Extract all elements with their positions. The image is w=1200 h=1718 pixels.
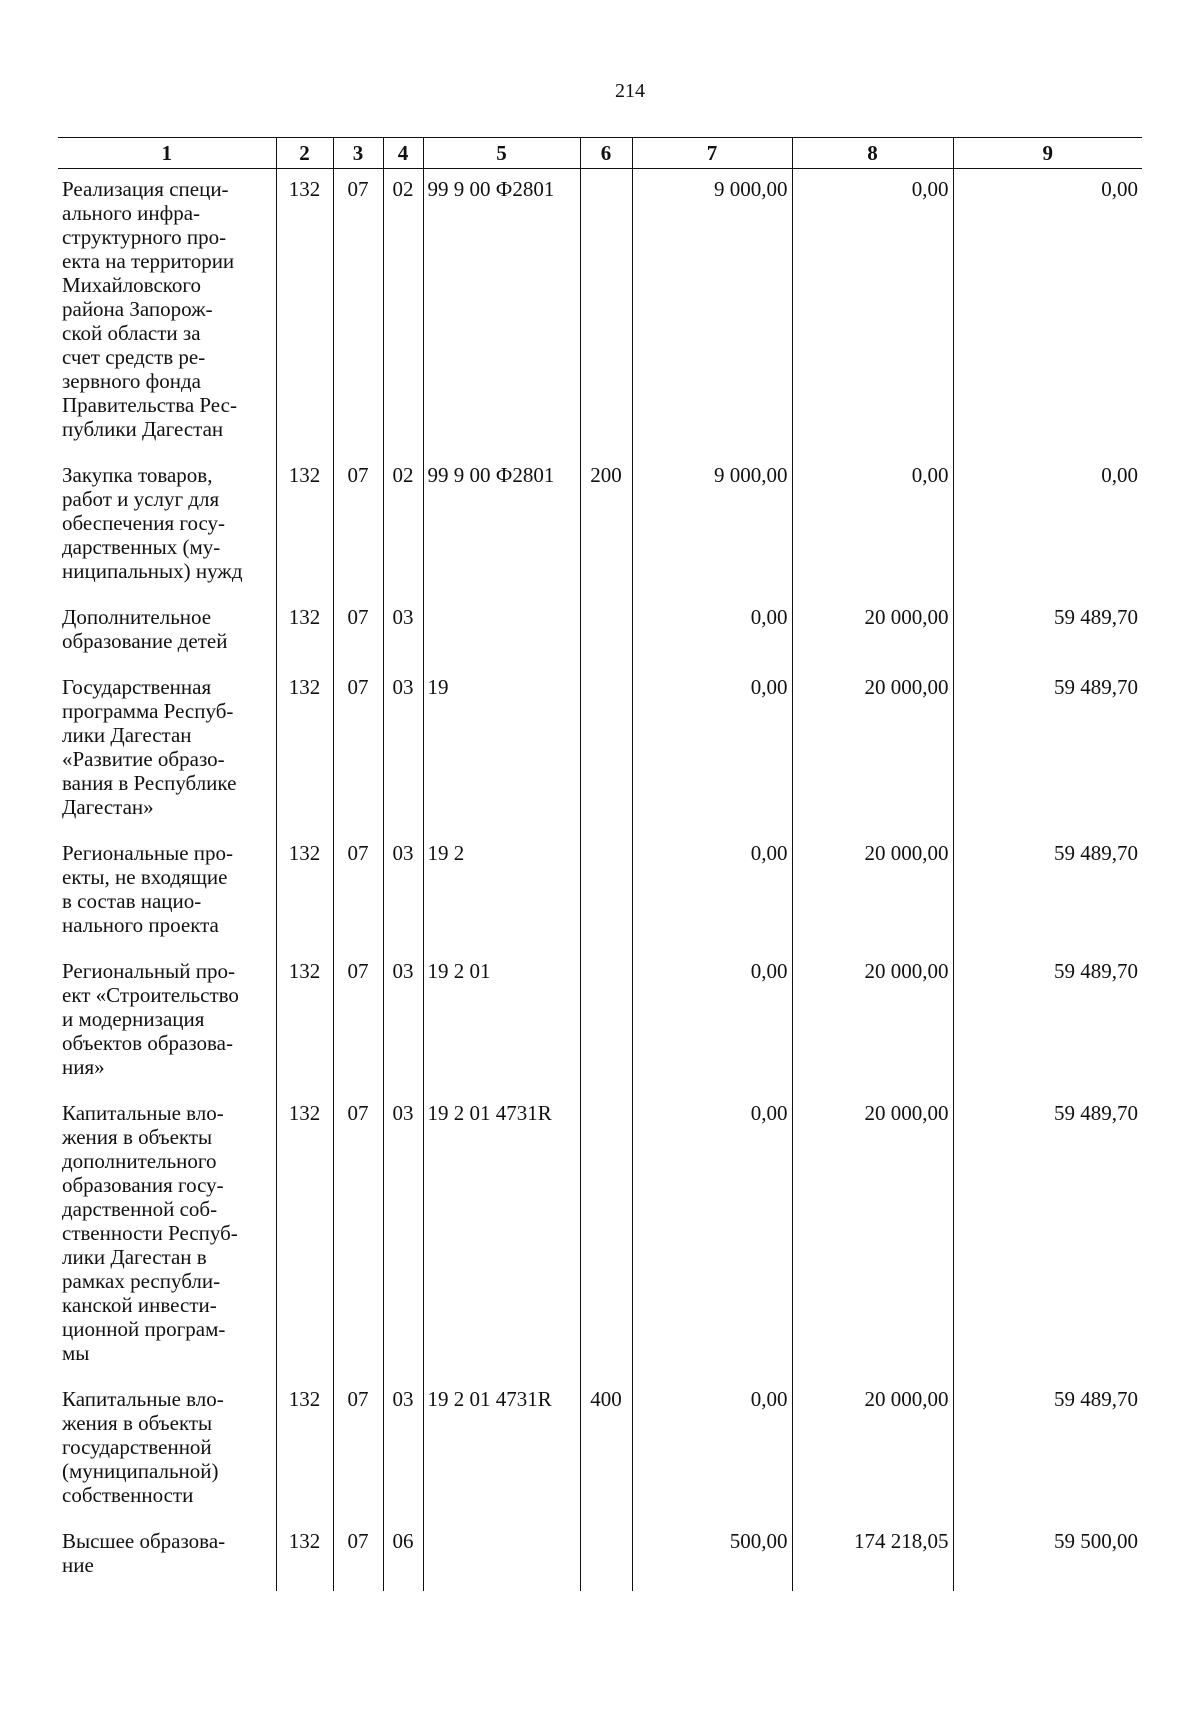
amount-cell: 20 000,00 [792, 833, 953, 951]
code-cell: 132 [276, 1379, 333, 1521]
expense-type-cell [580, 951, 632, 1093]
page-number: 214 [615, 80, 645, 102]
target-article-cell: 99 9 00 Ф2801 [423, 455, 580, 597]
section-cell: 07 [333, 833, 383, 951]
amount-cell: 20 000,00 [792, 951, 953, 1093]
section-cell: 07 [333, 667, 383, 833]
expense-type-cell [580, 597, 632, 667]
column-header-5: 5 [423, 138, 580, 169]
table-row [58, 169, 1142, 456]
code-cell: 132 [276, 833, 333, 951]
table-row [58, 951, 1142, 1093]
amount-cell: 174 218,05 [792, 1521, 953, 1591]
amount-cell: 0,00 [792, 169, 953, 456]
row-name-line: екта на территории [62, 249, 235, 273]
row-name-line: ской области за [62, 321, 201, 345]
expense-type-cell: 400 [580, 1379, 632, 1521]
amount-cell: 0,00 [632, 667, 792, 833]
row-name-cell [58, 169, 276, 456]
row-name-line: дополнительного [62, 1149, 217, 1173]
subsection-cell: 02 [383, 455, 423, 597]
row-name-cell [58, 1093, 276, 1379]
table-row [58, 455, 1142, 597]
row-name-line: ционной програм- [62, 1317, 226, 1341]
amount-cell: 0,00 [632, 597, 792, 667]
subsection-cell: 03 [383, 1093, 423, 1379]
section-cell: 07 [333, 1521, 383, 1591]
code-cell: 132 [276, 169, 333, 456]
table-row [58, 1093, 1142, 1379]
section-cell: 07 [333, 455, 383, 597]
table-row [58, 667, 1142, 833]
expense-type-cell: 200 [580, 455, 632, 597]
section-cell: 07 [333, 951, 383, 1093]
subsection-cell: 03 [383, 1379, 423, 1521]
column-header-6: 6 [580, 138, 632, 169]
amount-cell: 9 000,00 [632, 455, 792, 597]
row-name-cell [58, 1521, 276, 1591]
amount-cell: 0,00 [953, 169, 1142, 456]
row-name-line: объектов образова- [62, 1031, 233, 1055]
code-cell: 132 [276, 1521, 333, 1591]
amount-cell: 0,00 [632, 1379, 792, 1521]
row-name-line: Капитальные вло- [62, 1101, 224, 1125]
row-name-cell [58, 597, 276, 667]
budget-table [58, 137, 1142, 1591]
row-name-line: в состав нацио- [62, 889, 202, 913]
row-name-line: Капитальные вло- [62, 1387, 224, 1411]
row-name-cell [58, 951, 276, 1093]
amount-cell: 500,00 [632, 1521, 792, 1591]
row-name-line: счет средств ре- [62, 345, 206, 369]
row-name-line: и модернизация [62, 1007, 205, 1031]
row-name-line: зервного фонда [62, 369, 201, 393]
row-name-line: структурного про- [62, 225, 227, 249]
target-article-cell: 19 2 01 4731R [423, 1379, 580, 1521]
code-cell: 132 [276, 455, 333, 597]
amount-cell: 0,00 [632, 1093, 792, 1379]
amount-cell: 20 000,00 [792, 1379, 953, 1521]
target-article-cell: 99 9 00 Ф2801 [423, 169, 580, 456]
column-header-3: 3 [333, 138, 383, 169]
row-name-line: образования госу- [62, 1173, 224, 1197]
table-body [58, 169, 1142, 1592]
row-name-line: нального проекта [62, 913, 219, 937]
row-name-cell [58, 455, 276, 597]
row-name-line: района Запорож- [62, 297, 213, 321]
row-name-line: вания в Республике [62, 771, 237, 795]
row-name-line: Закупка товаров, [62, 463, 213, 487]
row-name-line: Региональные про- [62, 841, 234, 865]
amount-cell: 20 000,00 [792, 1093, 953, 1379]
row-name-line: Региональный про- [62, 959, 235, 983]
table-row [58, 1379, 1142, 1521]
row-name-line: Дагестан» [62, 795, 154, 819]
row-name-line: ственности Респуб- [62, 1221, 238, 1245]
amount-cell: 0,00 [953, 455, 1142, 597]
row-name-line: публики Дагестан [62, 417, 224, 441]
row-name-line: ального инфра- [62, 201, 201, 225]
row-name-line: Дополнительное [62, 605, 212, 629]
row-name-line: лики Дагестан [62, 723, 192, 747]
subsection-cell: 03 [383, 951, 423, 1093]
row-name-line: работ и услуг для [62, 487, 220, 511]
row-name-line: «Развитие образо- [62, 747, 225, 771]
subsection-cell: 03 [383, 667, 423, 833]
amount-cell: 20 000,00 [792, 597, 953, 667]
subsection-cell: 03 [383, 833, 423, 951]
subsection-cell: 02 [383, 169, 423, 456]
column-header-2: 2 [276, 138, 333, 169]
table-row [58, 1521, 1142, 1591]
row-name-line: Правительства Рес- [62, 393, 237, 417]
row-name-line: Михайловского [62, 273, 202, 297]
row-name-line: (муниципальной) [62, 1459, 219, 1483]
amount-cell: 59 500,00 [953, 1521, 1142, 1591]
row-name-line: собственности [62, 1483, 194, 1507]
target-article-cell: 19 2 01 4731R [423, 1093, 580, 1379]
header-row [58, 138, 1142, 169]
amount-cell: 59 489,70 [953, 951, 1142, 1093]
expense-type-cell [580, 169, 632, 456]
row-name-line: программа Респуб- [62, 699, 234, 723]
section-cell: 07 [333, 1093, 383, 1379]
row-name-line: ект «Строительство [62, 983, 239, 1007]
amount-cell: 0,00 [632, 951, 792, 1093]
expense-type-cell [580, 667, 632, 833]
row-name-cell [58, 833, 276, 951]
section-cell: 07 [333, 169, 383, 456]
target-article-cell [423, 1521, 580, 1591]
row-name-line: жения в объекты [62, 1411, 213, 1435]
code-cell: 132 [276, 667, 333, 833]
amount-cell: 59 489,70 [953, 833, 1142, 951]
row-name-line: жения в объекты [62, 1125, 213, 1149]
target-article-cell: 19 2 [423, 833, 580, 951]
row-name-line: дарственной соб- [62, 1197, 218, 1221]
column-header-4: 4 [383, 138, 423, 169]
row-name-line: рамках республи- [62, 1269, 221, 1293]
subsection-cell: 03 [383, 597, 423, 667]
row-name-line: ниципальных) нужд [62, 559, 243, 583]
code-cell: 132 [276, 951, 333, 1093]
code-cell: 132 [276, 1093, 333, 1379]
row-name-line: Реализация специ- [62, 177, 229, 201]
row-name-line: обеспечения госу- [62, 511, 226, 535]
row-name-line: канской инвести- [62, 1293, 217, 1317]
amount-cell: 9 000,00 [632, 169, 792, 456]
column-header-7: 7 [632, 138, 792, 169]
code-cell: 132 [276, 597, 333, 667]
expense-type-cell [580, 1521, 632, 1591]
target-article-cell [423, 597, 580, 667]
amount-cell: 0,00 [792, 455, 953, 597]
section-cell: 07 [333, 1379, 383, 1521]
amount-cell: 20 000,00 [792, 667, 953, 833]
table-row [58, 597, 1142, 667]
row-name-line: Высшее образова- [62, 1529, 226, 1553]
target-article-cell: 19 [423, 667, 580, 833]
column-header-9: 9 [953, 138, 1142, 169]
column-header-8: 8 [792, 138, 953, 169]
target-article-cell: 19 2 01 [423, 951, 580, 1093]
amount-cell: 59 489,70 [953, 597, 1142, 667]
row-name-line: екты, не входящие [62, 865, 228, 889]
expense-type-cell [580, 1093, 632, 1379]
table-row [58, 833, 1142, 951]
row-name-line: ние [62, 1553, 94, 1577]
subsection-cell: 06 [383, 1521, 423, 1591]
row-name-line: мы [62, 1341, 90, 1365]
row-name-line: ния» [62, 1055, 105, 1079]
row-name-line: государственной [62, 1435, 212, 1459]
row-name-line: дарственных (му- [62, 535, 221, 559]
expense-type-cell [580, 833, 632, 951]
column-header-1: 1 [58, 138, 276, 169]
row-name-line: Государственная [62, 675, 212, 699]
section-cell: 07 [333, 597, 383, 667]
row-name-cell [58, 667, 276, 833]
row-name-line: образование детей [62, 629, 228, 653]
amount-cell: 0,00 [632, 833, 792, 951]
row-name-line: лики Дагестан в [62, 1245, 207, 1269]
row-name-cell [58, 1379, 276, 1521]
amount-cell: 59 489,70 [953, 1379, 1142, 1521]
amount-cell: 59 489,70 [953, 667, 1142, 833]
amount-cell: 59 489,70 [953, 1093, 1142, 1379]
